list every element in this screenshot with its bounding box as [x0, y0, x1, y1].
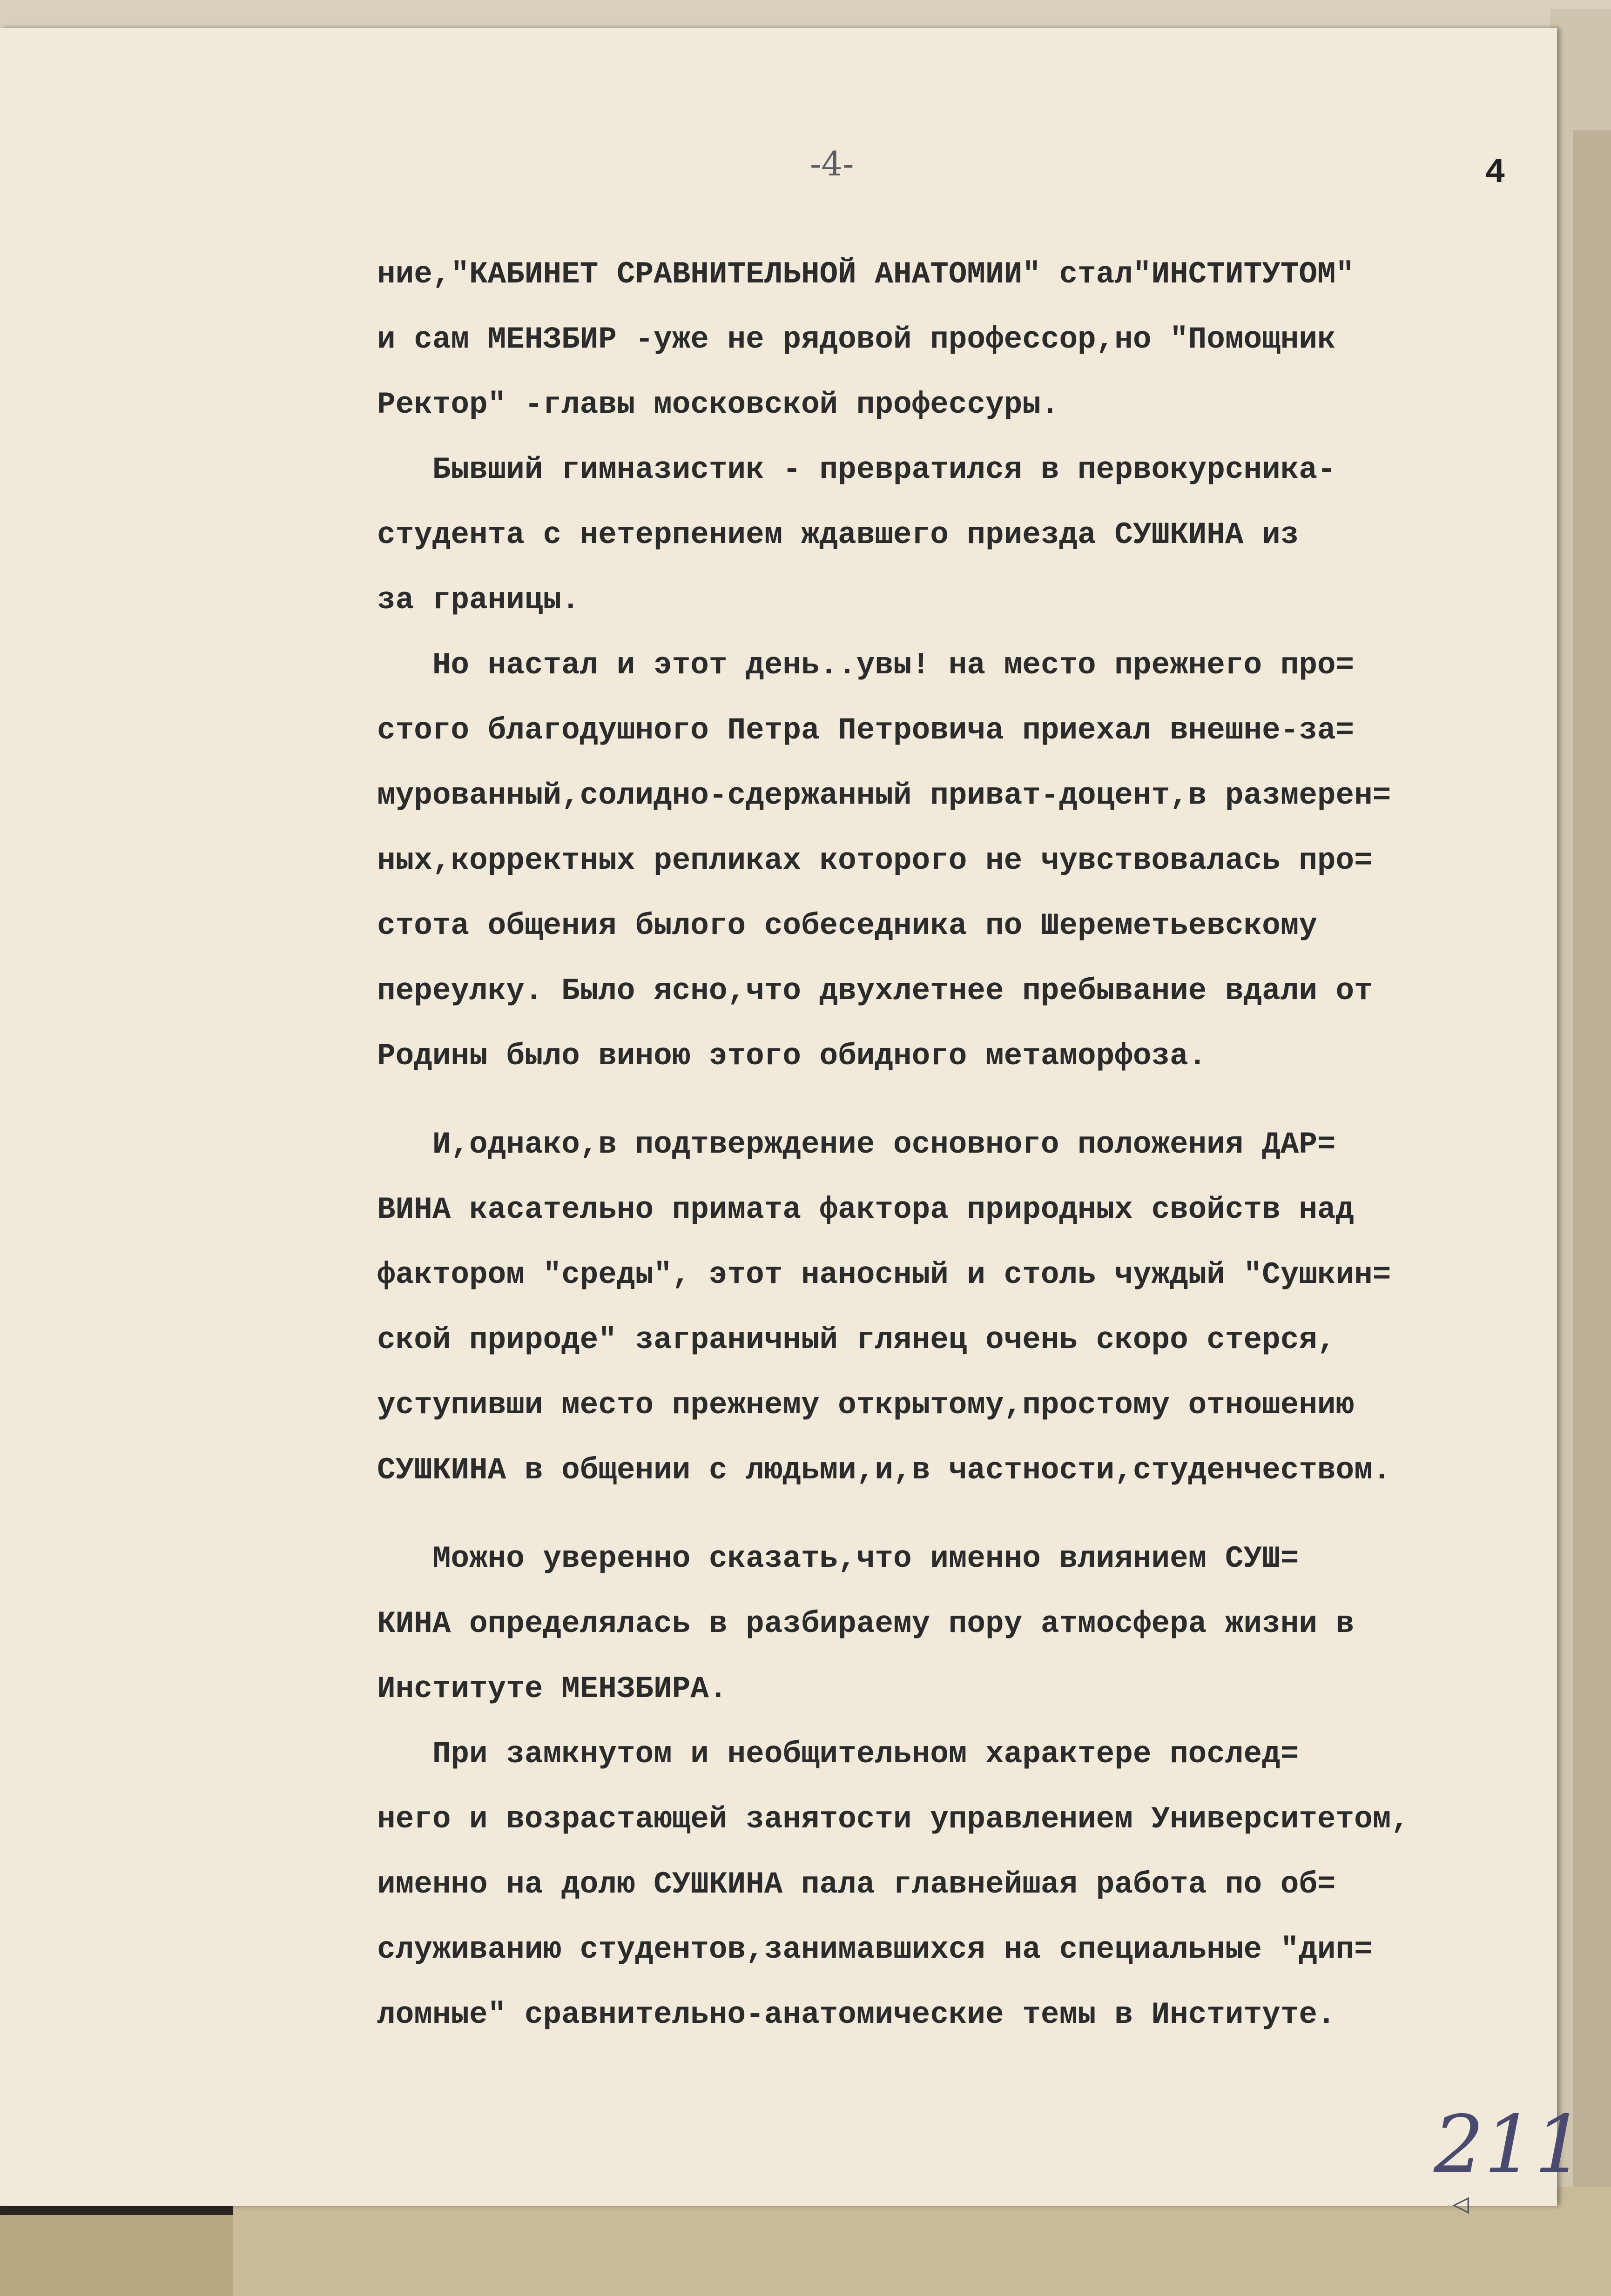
paragraph-gap [377, 1089, 1569, 1112]
paragraph [377, 437, 1569, 633]
text-line: Но настал и этот день..увы! на место прежнего про= [377, 648, 1355, 683]
text-line: ломные" сравнительно-анатомические темы в Институте. [377, 1997, 1336, 2032]
text-line: стота общения былого собеседника по Шереметьевскому [377, 908, 1317, 943]
paragraph-gap [377, 1503, 1569, 1526]
typewritten-text [377, 242, 1569, 2048]
text-line: КИНА определялась в разбираему пору атмосфера жизни в [377, 1606, 1355, 1641]
text-line: Родины было виною этого обидного метаморфоза. [377, 1039, 1207, 1074]
text-line: ВИНА касательно примата фактора природных свойств над [377, 1192, 1355, 1227]
text-line: И,однако,в подтверждение основного положения ДАР= [377, 1127, 1336, 1162]
text-line: фактором "среды", этот наносный и столь чуждый "Сушкин= [377, 1257, 1391, 1292]
handwritten-page-mark: -4- [810, 144, 854, 183]
text-line: Институте МЕНЗБИРА. [377, 1672, 728, 1706]
text-line: уступивши место прежнему открытому,простому отношению [377, 1388, 1355, 1423]
handwritten-folio-number: 211 [1434, 2099, 1585, 2191]
text-line: Бывший гимназистик - превратился в первокурсника- [377, 452, 1336, 487]
triangle-mark-icon: ◁ [1452, 2190, 1469, 2222]
text-line: студента с нетерпением ждавшего приезда СУШКИНА из [377, 517, 1299, 552]
text-line: Ректор" -главы московской профессуры. [377, 387, 1059, 422]
paragraph [377, 1722, 1569, 2048]
text-line: ных,корректных репликах которого не чувствовалась про= [377, 843, 1373, 878]
text-line: ние,"КАБИНЕТ СРАВНИТЕЛЬНОЙ АНАТОМИИ" стал"ИНСТИТУТОМ" [377, 257, 1355, 292]
paragraph [377, 633, 1569, 1089]
paragraph [377, 1526, 1569, 1722]
paragraph [377, 1112, 1569, 1503]
back-sheet-right-edge-2 [1573, 130, 1611, 2224]
text-line: именно на долю СУШКИНА пала главнейшая работа по об= [377, 1867, 1336, 1902]
text-line: стого благодушного Петра Петровича приехал внешне-за= [377, 713, 1355, 748]
text-line: СУШКИНА в общении с людьми,и,в частности,студенчеством. [377, 1453, 1391, 1488]
text-line: переулку. Было ясно,что двухлетнее пребывание вдали от [377, 973, 1373, 1008]
text-line: него и возрастающей занятости управлением Университетом, [377, 1802, 1409, 1837]
paragraph [377, 242, 1569, 437]
text-line: Можно уверенно сказать,что именно влиянием СУШ= [377, 1541, 1299, 1576]
text-line: мурованный,солидно-сдержанный приват-доцент,в размерен= [377, 778, 1391, 813]
text-line: служиванию студентов,занимавшихся на специальные "дип= [377, 1932, 1373, 1967]
text-line: за границы. [377, 583, 580, 618]
document-page [0, 28, 1585, 2222]
page-number: 4 [1485, 154, 1506, 193]
text-line: ской природе" заграничный глянец очень скоро стерся, [377, 1323, 1336, 1357]
text-line: и сам МЕНЗБИР -уже не рядовой профессор,но "Помощник [377, 322, 1336, 357]
text-line: При замкнутом и необщительном характере послед= [377, 1737, 1299, 1772]
